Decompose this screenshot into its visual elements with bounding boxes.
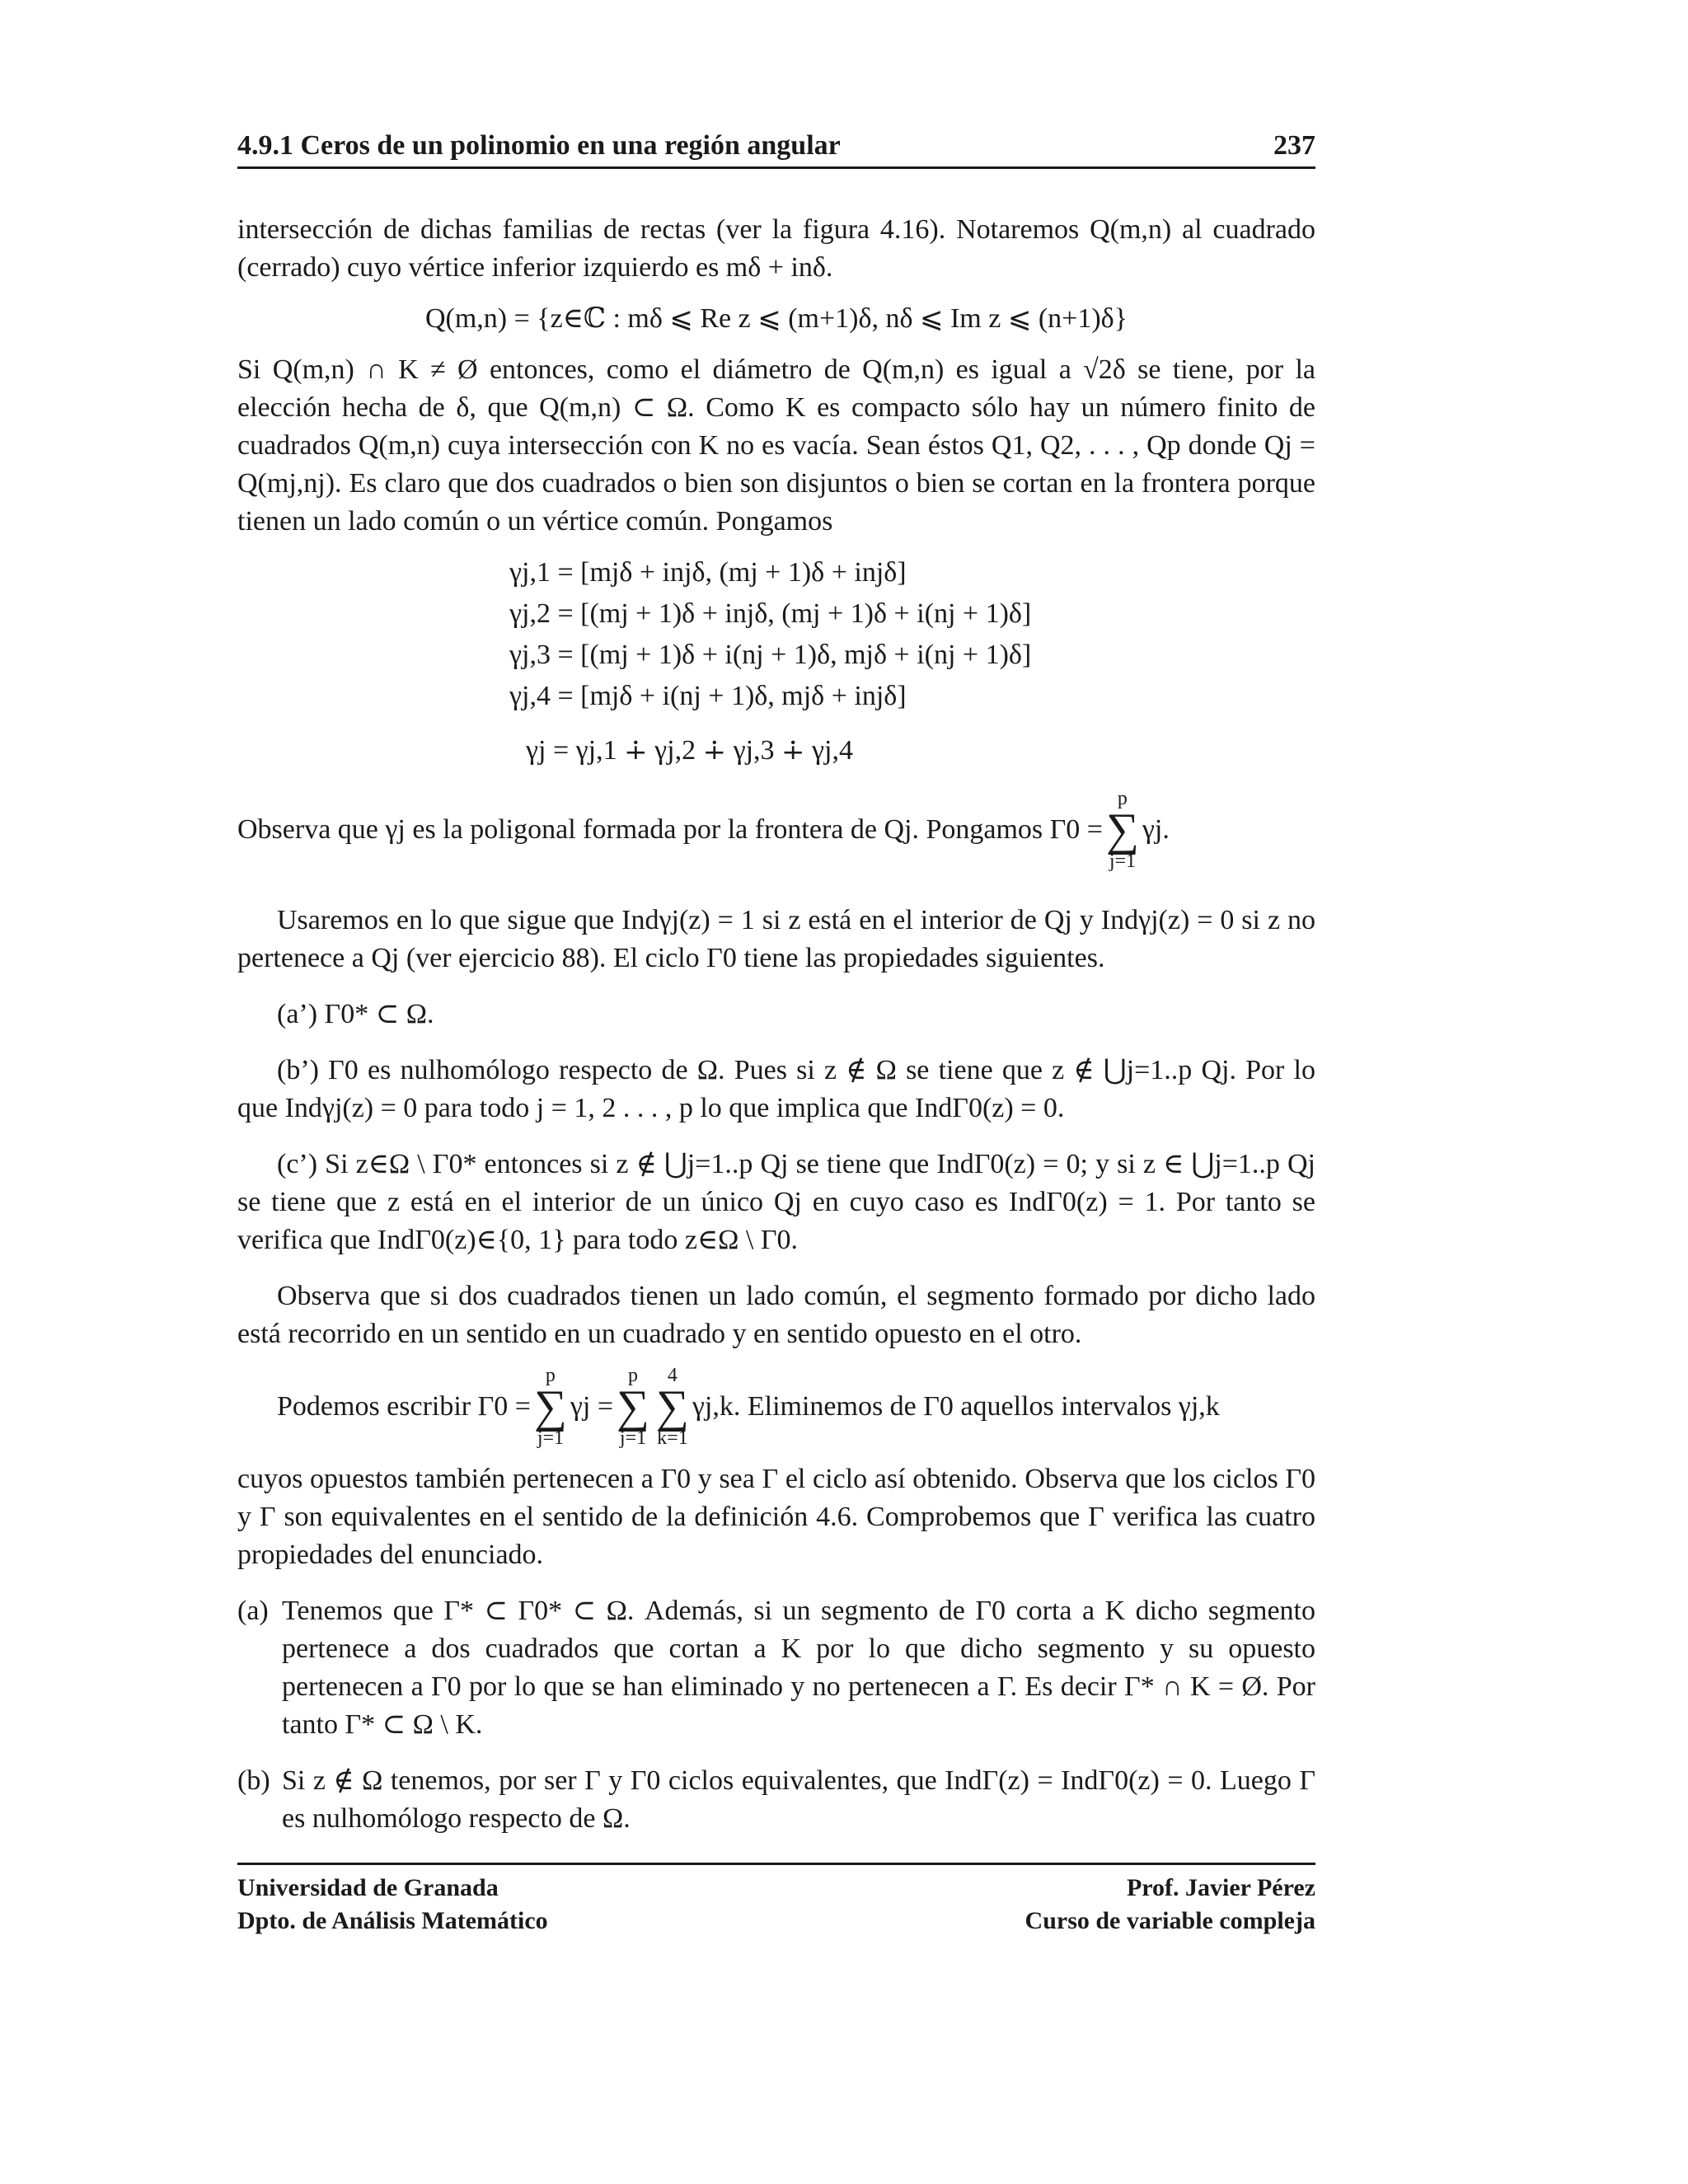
paragraph-3-text: Observa que γj es la poligonal formada por la frontera de Qj. Pongamos Γ0 = bbox=[237, 814, 1103, 845]
summation-3 bbox=[656, 1365, 689, 1449]
list-item-b bbox=[237, 1762, 1315, 1838]
sigma-icon: ∑ bbox=[617, 1381, 649, 1432]
equation-q: Q(m,n) = {z∈ℂ : mδ ⩽ Re z ⩽ (m+1)δ, nδ ⩽ Im z ⩽ (n+1)δ} bbox=[424, 303, 1128, 334]
sum-lower: j=1 bbox=[619, 1427, 647, 1449]
property-b-prime: (b’) Γ0 es nulhomólogo respecto de Ω. Pues si z ∉ Ω se tiene que z ∉ ⋃j=1..p Qj. Por lo que Indγj(z) = 0 para todo j = 1, 2 . . . , p lo que implica que IndΓ0(z) = 0. bbox=[237, 1055, 1315, 1123]
summation bbox=[1106, 788, 1139, 872]
equation-gamma-2: γj,2 = [(mj + 1)δ + injδ, (mj + 1)δ + i(nj + 1)δ] bbox=[509, 598, 1032, 629]
sum-upper: p bbox=[545, 1365, 556, 1386]
sigma-icon: ∑ bbox=[655, 1381, 689, 1432]
paragraph-2: Si Q(m,n) ∩ K ≠ Ø entonces, como el diámetro de Q(m,n) es igual a √2δ se tiene, por la elección hecha de δ, que Q(m,n) ⊂ Ω. Como K es compacto sólo hay un número finito de cuadrados Q(m,n) cuya intersección con K no es vacía. Sean éstos Q1, Q2, . . . , Qp donde Qj = Q(mj,nj). Es claro que dos cuadrados o bien son disjuntos o bien se cortan en la frontera porque tienen un lado común o un vértice común. Pongamos bbox=[237, 354, 1315, 537]
list-item-a bbox=[237, 1592, 1315, 1744]
p6-text-a: Podemos escribir Γ0 = bbox=[277, 1391, 531, 1422]
footer-department: Dpto. de Análisis Matemático bbox=[237, 1907, 548, 1934]
property-c-prime: (c’) Si z∈Ω \ Γ0* entonces si z ∉ ⋃j=1..p Qj se tiene que IndΓ0(z) = 0; y si z ∈ ⋃j=1..p Qj se tiene que z está en el interior de un único Qj en cuyo caso es IndΓ0(z) = 1. Por tanto se verifica que IndΓ0(z)∈{0, 1} para todo z∈Ω \ Γ0. bbox=[237, 1149, 1315, 1255]
page-number: 237 bbox=[1273, 130, 1315, 161]
footer-university: Universidad de Granada bbox=[237, 1874, 499, 1901]
p6-text-b: γj = bbox=[570, 1391, 614, 1422]
property-a-prime: (a’) Γ0* ⊂ Ω. bbox=[277, 999, 434, 1029]
paragraph-4: Usaremos en lo que sigue que Indγj(z) = 1 si z está en el interior de Qj y Indγj(z) = 0 si z no pertenece a Qj (ver ejercicio 88). El ciclo Γ0 tiene las propiedades siguientes. bbox=[237, 905, 1315, 973]
sigma-icon: ∑ bbox=[1105, 804, 1139, 855]
sum-upper: p bbox=[1117, 788, 1128, 809]
sum-lower: j=1 bbox=[1109, 851, 1137, 872]
section-title: 4.9.1 Ceros de un polinomio en una región angular bbox=[237, 130, 841, 161]
summation-1 bbox=[534, 1365, 567, 1449]
equation-gamma-j: γj = γj,1 ∔ γj,2 ∔ γj,3 ∔ γj,4 bbox=[526, 735, 853, 766]
sigma-icon: ∑ bbox=[533, 1381, 567, 1432]
equation-gamma-1: γj,1 = [mjδ + injδ, (mj + 1)δ + injδ] bbox=[509, 557, 907, 588]
page bbox=[237, 0, 1315, 2184]
sum-upper: p bbox=[628, 1365, 638, 1386]
sum-lower: j=1 bbox=[537, 1427, 565, 1449]
paragraph-3-after: γj. bbox=[1142, 814, 1170, 845]
paragraph-3 bbox=[237, 788, 1315, 872]
paragraph-5: Observa que si dos cuadrados tienen un lado común, el segmento formado por dicho lado está recorrido en un sentido en un cuadrado y en sentido opuesto en el otro. bbox=[237, 1281, 1315, 1349]
equation-gamma-3: γj,3 = [(mj + 1)δ + i(nj + 1)δ, mjδ + i(nj + 1)δ] bbox=[509, 640, 1032, 670]
footer-author: Prof. Javier Pérez bbox=[1126, 1874, 1315, 1901]
page-footer bbox=[237, 1863, 1315, 1934]
paragraph-6-formula bbox=[237, 1365, 1315, 1449]
sum-upper: 4 bbox=[667, 1365, 678, 1386]
item-label: (a) bbox=[237, 1596, 269, 1626]
running-header bbox=[237, 125, 1315, 169]
body-text bbox=[237, 211, 1315, 1838]
paragraph-6-rest: cuyos opuestos también pertenecen a Γ0 y sea Γ el ciclo así obtenido. Observa que los ciclos Γ0 y Γ son equivalentes en el sentido de la definición 4.6. Comprobemos que Γ verifica las cuatro propiedades del enunciado. bbox=[237, 1464, 1315, 1570]
p6-text-c: γj,k. Eliminemos de Γ0 aquellos intervalos γj,k bbox=[692, 1391, 1220, 1422]
footer-course: Curso de variable compleja bbox=[1025, 1907, 1315, 1934]
equation-gamma-4: γj,4 = [mjδ + i(nj + 1)δ, mjδ + injδ] bbox=[509, 681, 907, 711]
item-label: (b) bbox=[237, 1765, 270, 1796]
summation-2 bbox=[617, 1365, 649, 1449]
item-text: Si z ∉ Ω tenemos, por ser Γ y Γ0 ciclos equivalentes, que IndΓ(z) = IndΓ0(z) = 0. Luego Γ es nulhomólogo respecto de Ω. bbox=[282, 1765, 1315, 1834]
item-text: Tenemos que Γ* ⊂ Γ0* ⊂ Ω. Además, si un segmento de Γ0 corta a K dicho segmento pertenece a dos cuadrados que cortan a K por lo que dicho segmento y su opuesto pertenecen a Γ0 por lo que se han eliminado y no pertenecen a Γ. Es decir Γ* ∩ K = Ø. Por tanto Γ* ⊂ Ω \ K. bbox=[282, 1596, 1315, 1740]
paragraph-1: intersección de dichas familias de rectas (ver la figura 4.16). Notaremos Q(m,n) al cuadrado (cerrado) cuyo vértice inferior izquierdo es mδ + inδ. bbox=[237, 214, 1315, 283]
sum-lower: k=1 bbox=[657, 1427, 688, 1449]
gamma-equations bbox=[509, 552, 1315, 771]
